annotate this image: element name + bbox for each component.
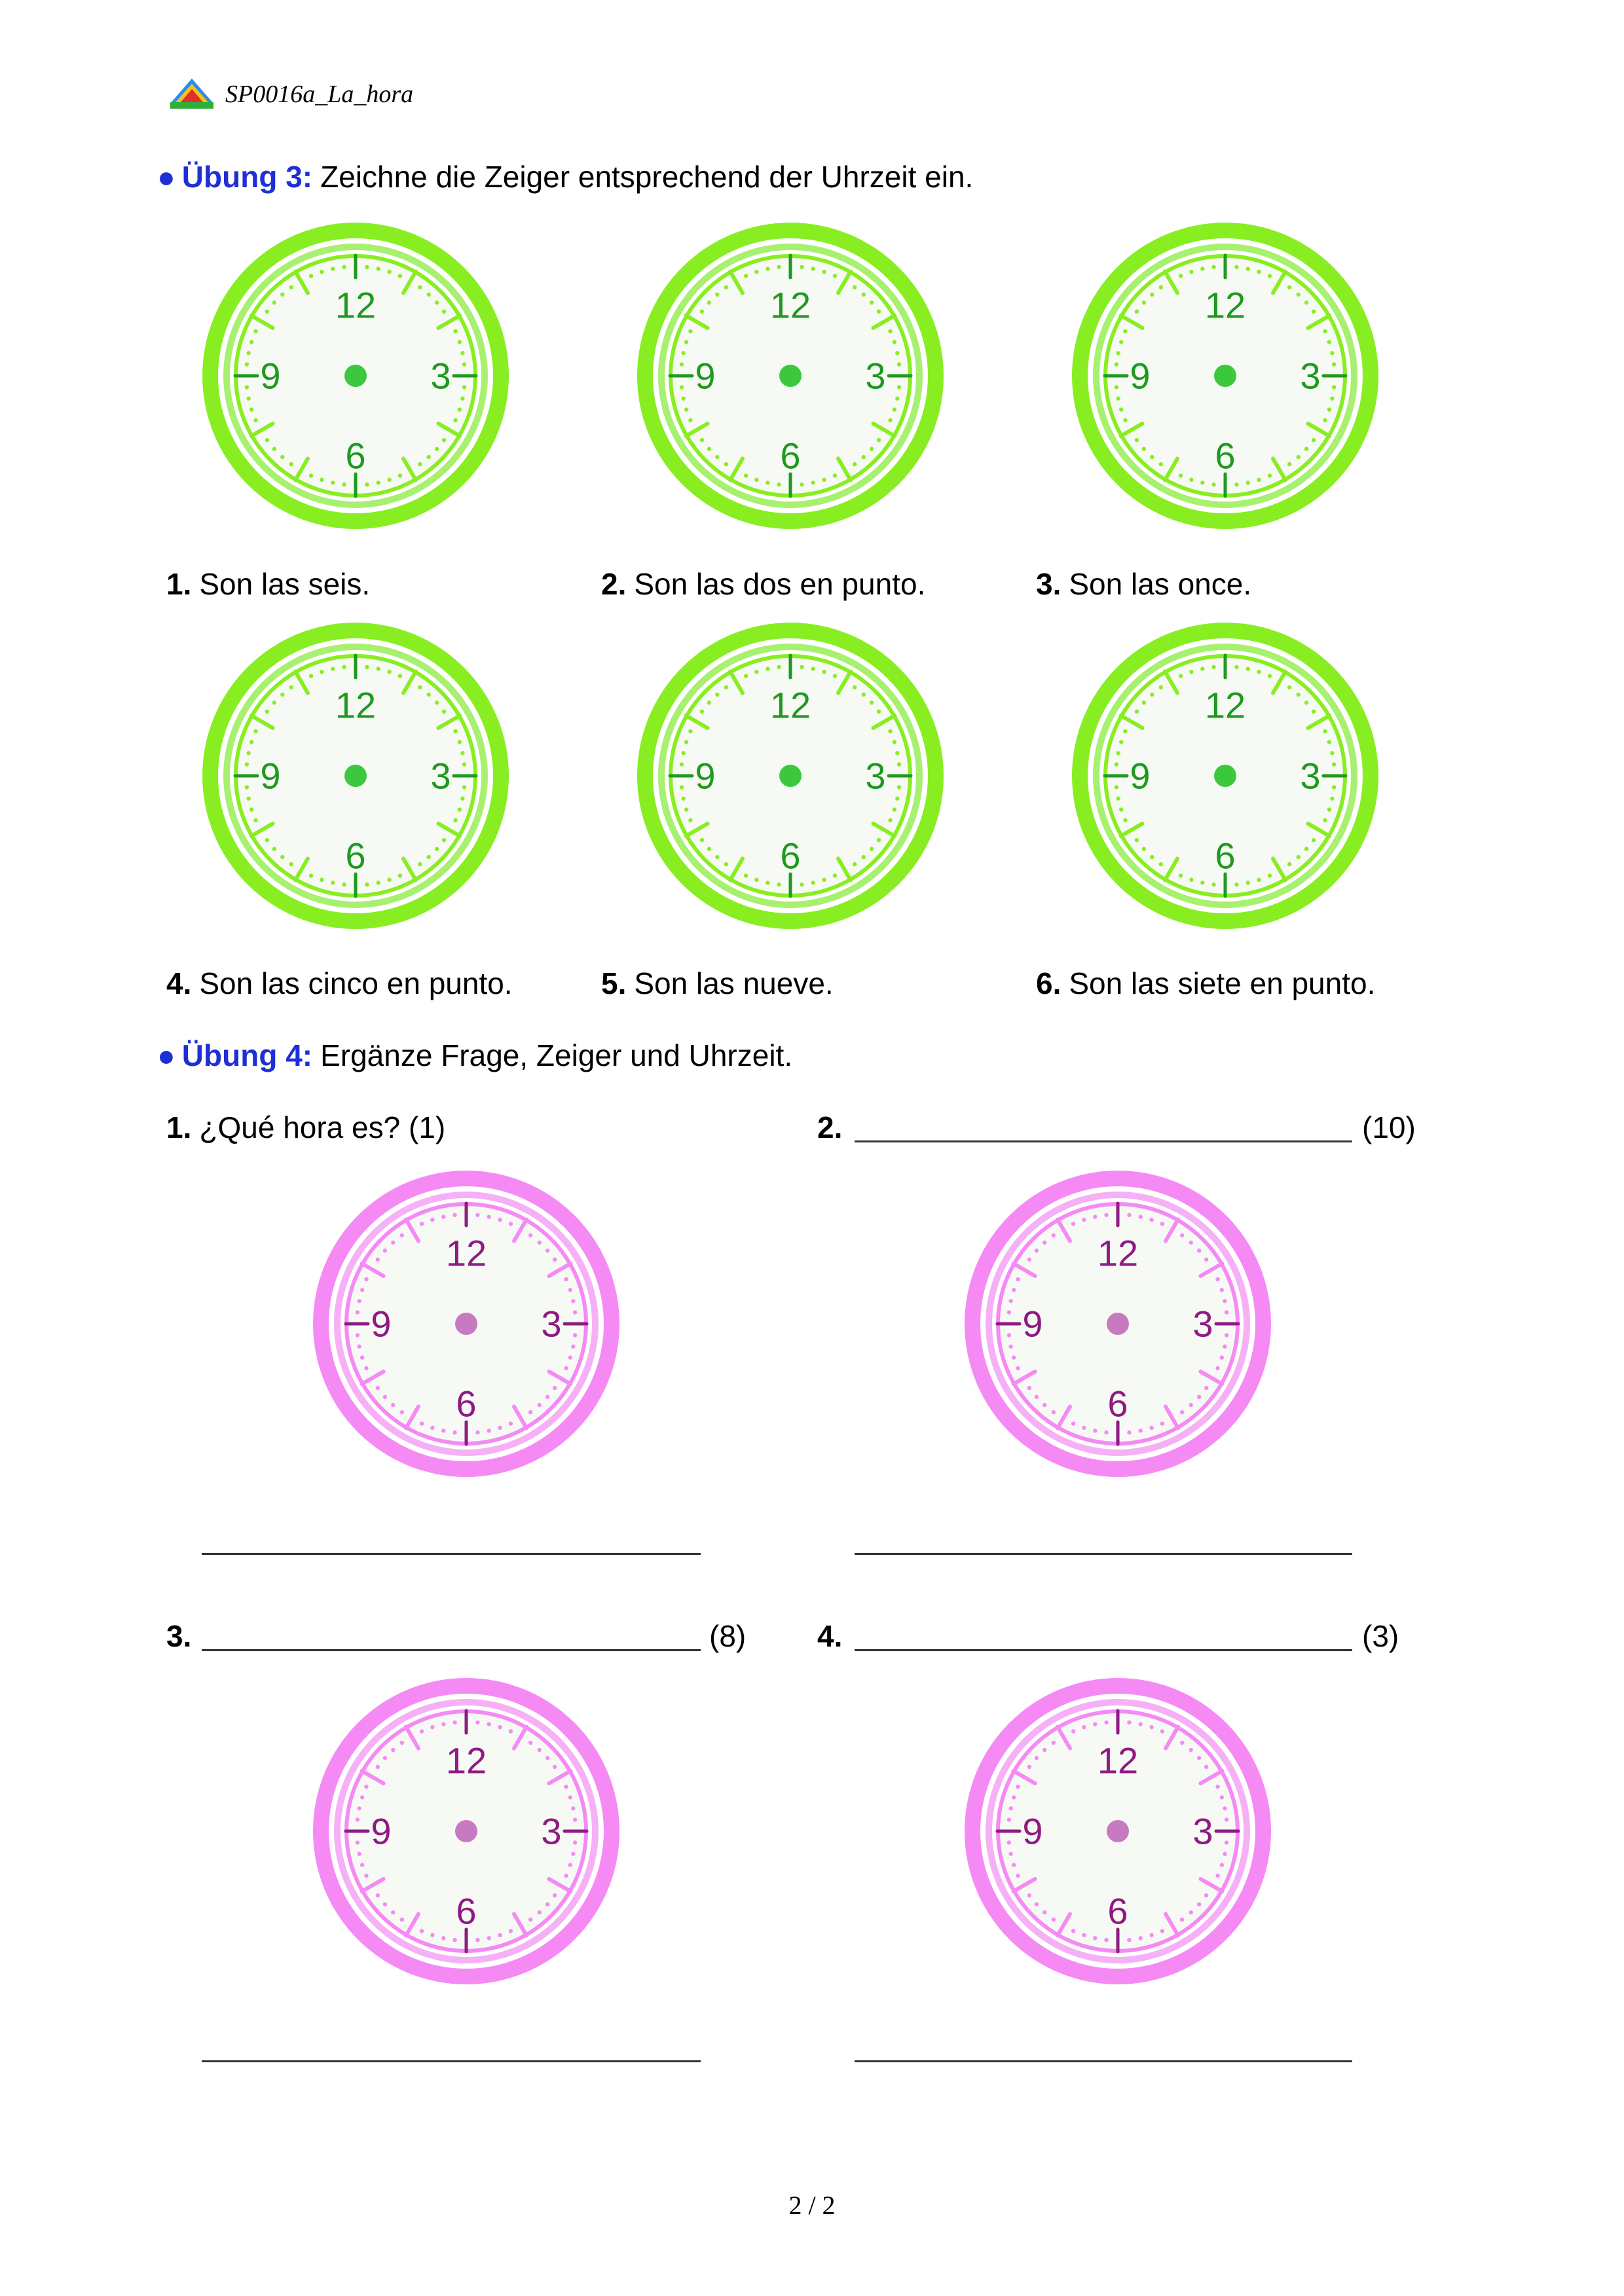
clock-face-green[interactable] bbox=[633, 219, 948, 533]
answer-line[interactable] bbox=[855, 2060, 1352, 2062]
clock-numeral: 3 bbox=[865, 755, 886, 797]
clock-numeral: 3 bbox=[865, 355, 886, 397]
exercise3-item: 1. Son las seis. bbox=[166, 567, 371, 601]
clock-numeral: 9 bbox=[695, 755, 716, 797]
clock-face-green[interactable] bbox=[1068, 619, 1382, 933]
clock-face-pink[interactable] bbox=[309, 1167, 623, 1481]
clock-numeral: 12 bbox=[769, 684, 811, 726]
clock-face-pink[interactable] bbox=[961, 1674, 1275, 1988]
clock-face-green[interactable] bbox=[198, 219, 513, 533]
exercise4-number-2: 2. bbox=[817, 1110, 843, 1144]
question-line[interactable] bbox=[855, 1140, 1352, 1142]
exercise3-instruction: Zeichne die Zeiger entsprechend der Uhrzeit ein. bbox=[320, 160, 974, 194]
clock-numeral: 3 bbox=[1300, 755, 1321, 797]
publisher-logo-icon bbox=[169, 77, 215, 110]
clock-numeral: 6 bbox=[1107, 1383, 1128, 1425]
clock-numeral: 3 bbox=[1300, 355, 1321, 397]
exercise3-item: 3. Son las once. bbox=[1036, 567, 1252, 601]
exercise4-instruction: Ergänze Frage, Zeiger und Uhrzeit. bbox=[320, 1038, 793, 1072]
clock-numeral: 9 bbox=[1130, 755, 1151, 797]
clock-numeral: 12 bbox=[1204, 284, 1246, 326]
exercise4-number-3: 3. bbox=[166, 1619, 192, 1653]
clock-numeral: 6 bbox=[345, 435, 366, 477]
exercise4-question-1: 1. ¿Qué hora es? (1) bbox=[166, 1110, 446, 1144]
exercise3-item: 2. Son las dos en punto. bbox=[601, 567, 926, 601]
clock-numeral: 3 bbox=[541, 1810, 562, 1852]
clock-numeral: 9 bbox=[371, 1810, 392, 1852]
document-title: SP0016a_La_hora bbox=[225, 81, 414, 108]
clock-numeral: 3 bbox=[430, 355, 451, 397]
clock-numeral: 6 bbox=[780, 435, 801, 477]
clock-numeral: 12 bbox=[445, 1232, 487, 1274]
exercise4-heading bbox=[157, 1038, 792, 1073]
exercise3-item: 6. Son las siete en punto. bbox=[1036, 966, 1376, 1000]
clock-numeral: 12 bbox=[769, 284, 811, 326]
hour-hint: (8) bbox=[709, 1619, 747, 1653]
page-number: 2 / 2 bbox=[788, 2191, 836, 2220]
clock-numeral: 6 bbox=[780, 835, 801, 877]
clock-face-pink[interactable] bbox=[309, 1674, 623, 1988]
clock-numeral: 9 bbox=[260, 355, 281, 397]
clock-numeral: 12 bbox=[335, 284, 377, 326]
clock-numeral: 12 bbox=[445, 1740, 487, 1781]
clock-numeral: 3 bbox=[541, 1303, 562, 1345]
exercise3-item: 5. Son las nueve. bbox=[601, 966, 834, 1000]
question-line[interactable] bbox=[855, 1649, 1352, 1651]
clock-numeral: 6 bbox=[345, 835, 366, 877]
hour-hint: (10) bbox=[1362, 1110, 1416, 1144]
clock-numeral: 6 bbox=[1215, 435, 1236, 477]
clock-numeral: 9 bbox=[1130, 355, 1151, 397]
clock-numeral: 6 bbox=[1215, 835, 1236, 877]
clock-numeral: 9 bbox=[260, 755, 281, 797]
answer-line[interactable] bbox=[202, 1553, 701, 1555]
hour-hint: (3) bbox=[1362, 1619, 1399, 1653]
clock-numeral: 12 bbox=[1097, 1740, 1139, 1781]
exercise3-label: Übung 3: bbox=[181, 160, 313, 194]
clock-numeral: 9 bbox=[1022, 1810, 1043, 1852]
clock-numeral: 9 bbox=[1022, 1303, 1043, 1345]
clock-face-green[interactable] bbox=[633, 619, 948, 933]
exercise4-label: Übung 4: bbox=[181, 1038, 313, 1072]
question-line[interactable] bbox=[202, 1649, 701, 1651]
clock-face-pink[interactable] bbox=[961, 1167, 1275, 1481]
answer-line[interactable] bbox=[202, 2060, 701, 2062]
exercise4-number-4: 4. bbox=[817, 1619, 843, 1653]
exercise3-item: 4. Son las cinco en punto. bbox=[166, 966, 513, 1000]
clock-numeral: 12 bbox=[1204, 684, 1246, 726]
clock-numeral: 6 bbox=[1107, 1890, 1128, 1932]
clock-numeral: 3 bbox=[430, 755, 451, 797]
clock-numeral: 9 bbox=[695, 355, 716, 397]
bullet-icon: ● bbox=[157, 1038, 175, 1072]
exercise3-heading bbox=[157, 159, 973, 194]
clock-numeral: 6 bbox=[456, 1890, 477, 1932]
clock-numeral: 12 bbox=[1097, 1232, 1139, 1274]
answer-line[interactable] bbox=[855, 1553, 1352, 1555]
clock-numeral: 12 bbox=[335, 684, 377, 726]
clock-numeral: 6 bbox=[456, 1383, 477, 1425]
clock-face-green[interactable] bbox=[1068, 219, 1382, 533]
clock-numeral: 3 bbox=[1192, 1303, 1213, 1345]
bullet-icon: ● bbox=[157, 160, 175, 194]
clock-numeral: 3 bbox=[1192, 1810, 1213, 1852]
clock-face-green[interactable] bbox=[198, 619, 513, 933]
clock-numeral: 9 bbox=[371, 1303, 392, 1345]
